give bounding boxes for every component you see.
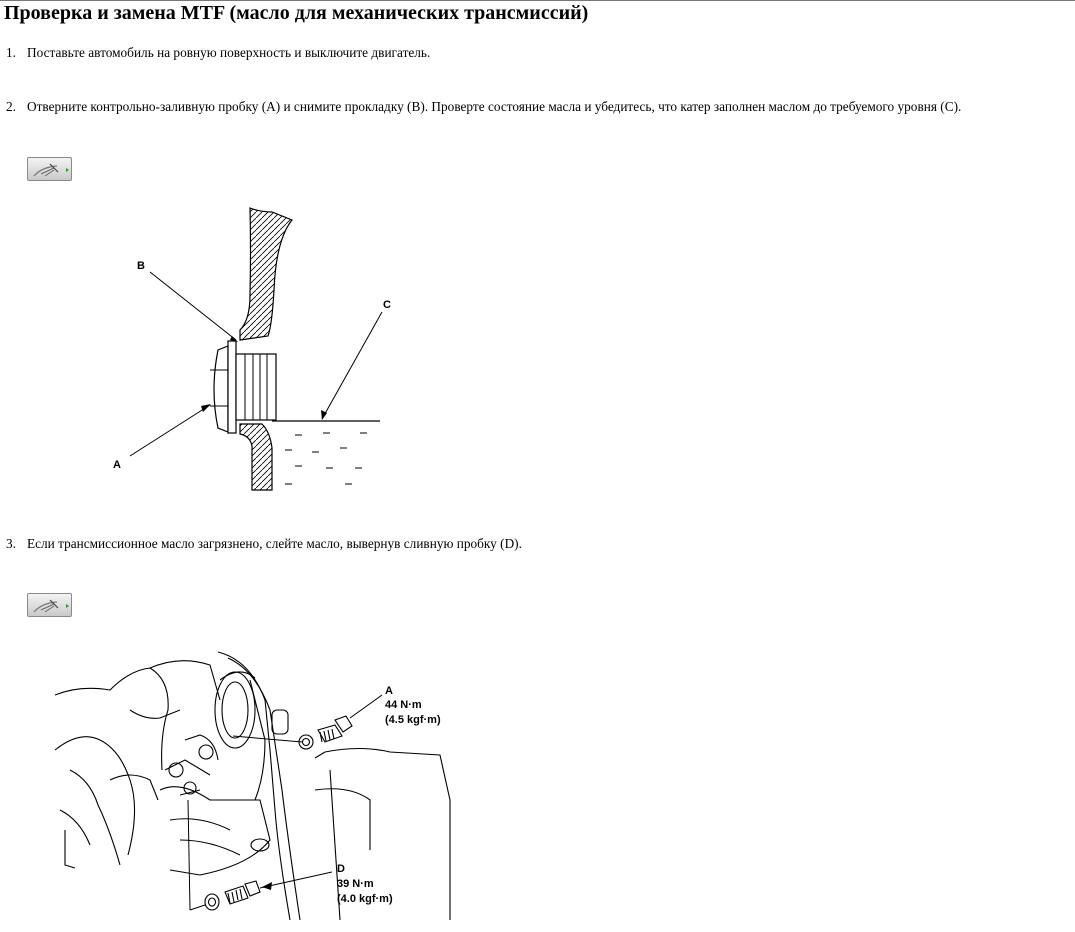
step-2 (6, 99, 961, 115)
step-1 (6, 45, 430, 61)
figure-2-transmission-plugs-diagram (50, 640, 470, 925)
label-a: A (113, 459, 121, 471)
label-b: B (137, 260, 145, 272)
gasket (228, 341, 236, 433)
callout-d-torque-alt: (4.0 kgf·m) (337, 893, 393, 905)
magnify-tool-icon (28, 594, 73, 618)
callout-a-torque: 44 N·m (385, 699, 422, 711)
plug-thread (236, 354, 276, 420)
step-text: Если трансмиссионное масло загрязнено, слейте масло, вывернув сливную пробку (D). (27, 536, 522, 551)
page-title: Проверка и замена MTF (масло для механических трансмиссий) (4, 2, 589, 24)
magnify-tool-icon (28, 158, 73, 182)
step-3 (6, 536, 522, 552)
plug-head (214, 346, 228, 432)
case-wall-lower (240, 424, 272, 490)
figure-1-view-button[interactable] (27, 157, 72, 181)
fill-plug-a (299, 716, 352, 749)
label-c: C (383, 299, 391, 311)
case-wall-upper (240, 208, 292, 340)
oil-dashes (285, 433, 367, 484)
step-number: 2. (6, 99, 16, 114)
step-text: Поставьте автомобиль на ровную поверхность и выключите двигатель. (27, 45, 431, 60)
top-divider (0, 0, 1075, 1)
step-number: 1. (6, 45, 16, 60)
callout-d-torque: 39 N·m (337, 878, 374, 890)
figure-2-view-button[interactable] (27, 593, 72, 617)
drain-plug-d (205, 881, 260, 910)
figure-1-fill-plug-diagram (100, 200, 400, 500)
callout-a-torque-alt: (4.5 kgf·m) (385, 714, 441, 726)
step-text: Отверните контрольно-заливную пробку (A) и снимите прокладку (B). Проверте состояние масла и убедитесь, что катер заполнен маслом до требуемого уровня (C). (27, 99, 962, 114)
step-number: 3. (6, 536, 16, 551)
callout-a-letter: A (385, 685, 393, 697)
callout-d-letter: D (337, 863, 345, 875)
